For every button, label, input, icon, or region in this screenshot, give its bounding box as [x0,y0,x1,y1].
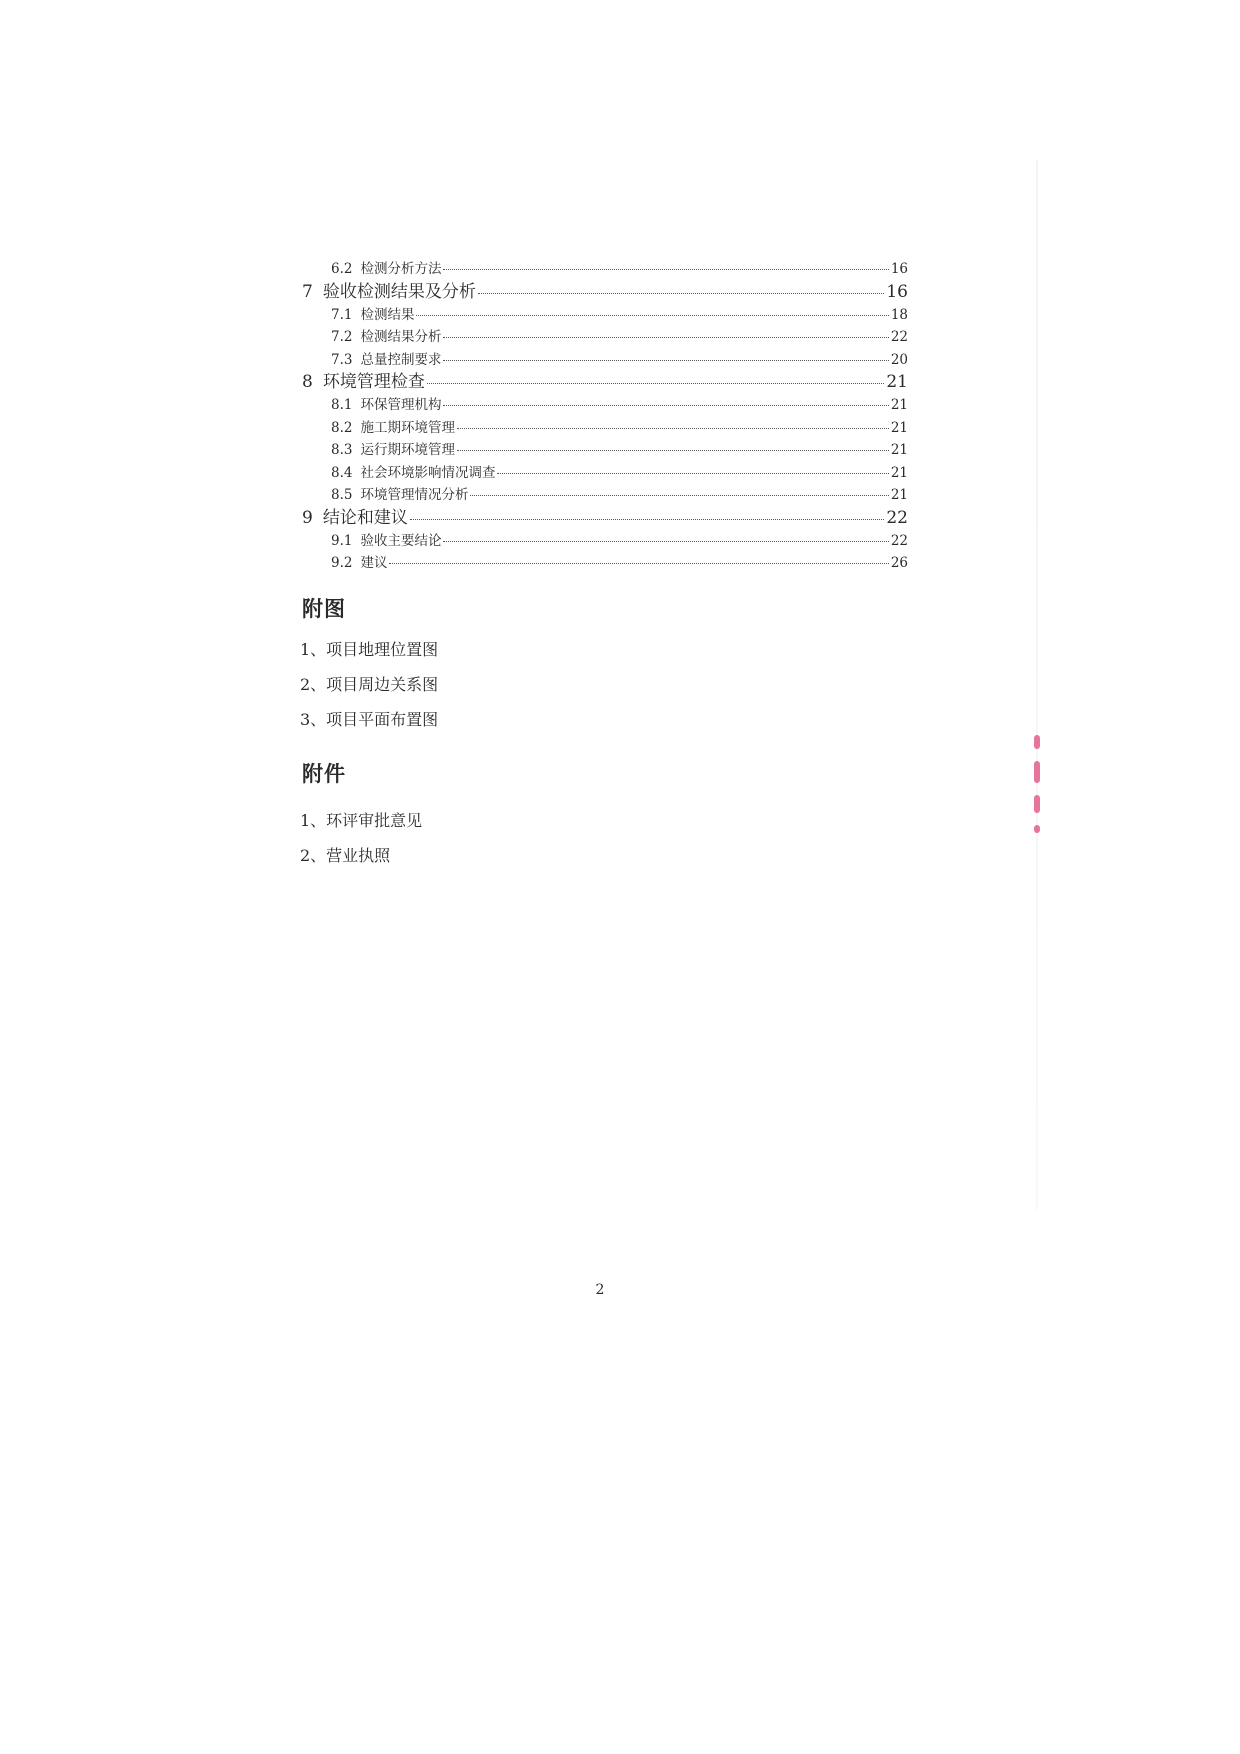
toc-entry-page: 21 [890,487,908,503]
toc-entry-page: 21 [890,442,908,458]
toc-entry-page: 20 [890,351,908,368]
toc-entry-title: 施工期环境管理 [360,419,455,436]
toc-dot-leader [410,519,885,520]
toc-entry-title: 验收主要结论 [360,532,442,549]
figure-item: 3、项目平面布置图 [300,710,439,729]
toc-entry-title: 检测结果分析 [360,329,442,345]
toc-entry-page: 21 [886,372,908,392]
toc-entry-page: 21 [890,464,908,481]
toc-entry-number: 8.4 [331,464,353,481]
toc-entry-title: 环保管理机构 [360,397,442,413]
toc-entry [302,326,908,349]
table-of-contents [302,258,908,575]
toc-entry-title: 检测分析方法 [360,261,442,277]
toc-dot-leader [389,563,888,564]
toc-entry-number: 7.3 [331,351,353,368]
toc-dot-leader [457,450,889,451]
toc-entry-page: 18 [890,306,908,323]
attachment-item: 1、环评审批意见 [300,811,423,830]
toc-entry [302,394,908,417]
toc-entry-number: 7.2 [331,329,353,345]
toc-entry-number: 8 [302,372,313,392]
toc-dot-leader [443,360,888,361]
toc-entry-title: 建议 [360,555,388,571]
toc-dot-leader [470,495,888,496]
toc-dot-leader [427,383,885,384]
toc-entry-page: 22 [890,532,908,549]
toc-dot-leader [443,269,888,270]
toc-entry-page: 16 [890,261,908,277]
toc-entry-page: 22 [886,507,908,528]
toc-dot-leader [478,293,885,294]
toc-entry-number: 9.2 [331,555,353,571]
toc-entry-number: 8.3 [331,442,353,458]
attachment-item: 2、营业执照 [300,846,391,865]
toc-entry [302,417,908,440]
toc-entry-number: 9 [302,507,313,528]
toc-dot-leader [443,337,888,338]
toc-entry-page: 21 [890,419,908,436]
toc-entry [302,530,908,553]
toc-entry-title: 结论和建议 [322,507,408,528]
toc-entry [302,484,908,507]
toc-entry-title: 检测结果 [360,306,415,323]
attachments-list [300,803,422,873]
toc-dot-leader [457,428,889,429]
toc-dot-leader [416,315,888,316]
toc-entry-title: 总量控制要求 [360,351,442,368]
page-number: 2 [595,1282,605,1298]
attachments-heading: 附件 [302,761,346,786]
toc-entry [302,552,908,575]
toc-entry-page: 16 [886,281,908,302]
toc-entry-number: 6.2 [331,261,353,277]
stamp-bleed-artifact [1031,735,1043,865]
toc-entry [302,371,908,394]
scan-edge-artifact [1036,160,1038,1210]
toc-entry-number: 7 [302,281,313,302]
toc-entry [302,462,908,485]
toc-entry-page: 22 [890,329,908,345]
toc-entry-title: 环境管理检查 [322,372,425,392]
toc-entry-title: 社会环境影响情况调查 [360,464,496,481]
figure-item: 2、项目周边关系图 [300,675,439,694]
toc-entry [302,507,908,530]
toc-entry [302,349,908,372]
toc-entry-page: 26 [890,555,908,571]
toc-entry [302,281,908,304]
toc-dot-leader [497,473,888,474]
toc-entry [302,439,908,462]
toc-entry [302,258,908,281]
toc-entry-number: 7.1 [331,306,353,323]
toc-entry [302,304,908,327]
toc-entry-number: 8.2 [331,419,353,436]
toc-entry-number: 8.1 [331,397,353,413]
toc-entry-number: 8.5 [331,487,353,503]
figures-list [300,632,438,737]
toc-entry-title: 环境管理情况分析 [360,487,469,503]
toc-dot-leader [443,405,888,406]
toc-entry-title: 运行期环境管理 [360,442,455,458]
toc-entry-page: 21 [890,397,908,413]
figures-heading: 附图 [302,596,346,621]
toc-entry-number: 9.1 [331,532,353,549]
figure-item: 1、项目地理位置图 [300,640,439,659]
toc-dot-leader [443,541,888,542]
toc-entry-title: 验收检测结果及分析 [322,281,476,302]
